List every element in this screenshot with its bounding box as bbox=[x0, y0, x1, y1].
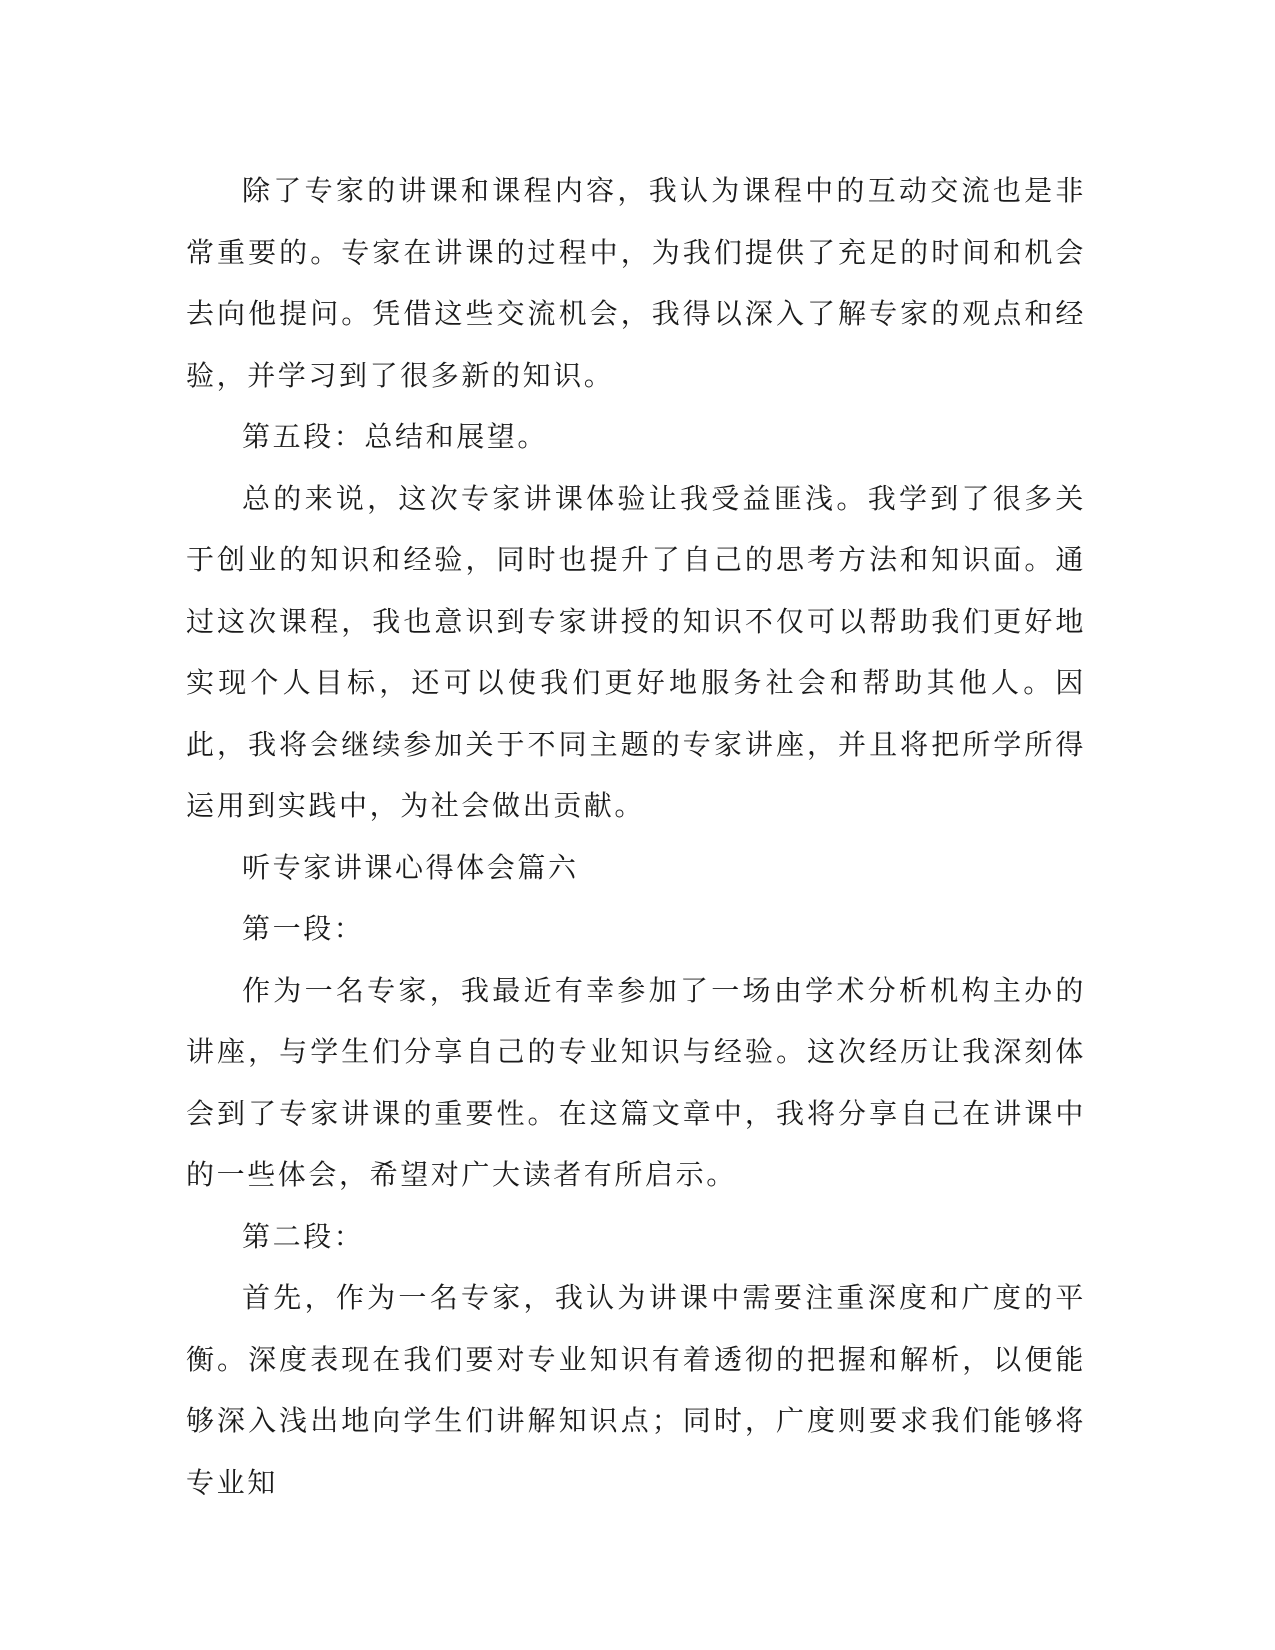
article-title: 听专家讲课心得体会篇六 bbox=[242, 850, 579, 884]
section-heading-one: 第一段： bbox=[242, 912, 365, 945]
paragraph-interaction: 除了专家的讲课和课程内容，我认为课程中的互动交流也是非常重要的。专家在讲课的过程中，为我们提供了充足的时间和机会去向他提问。凭借这些交流机会，我得以深入了解专家的观点和经验，并学习到了很多新的知识。 bbox=[186, 174, 1086, 392]
paragraph-intro: 作为一名专家，我最近有幸参加了一场由学术分析机构主办的讲座，与学生们分享自己的专业知识与经验。这次经历让我深刻体会到了专家讲课的重要性。在这篇文章中，我将分享自己在讲课中的一些体会，希望对广大读者有所启示。 bbox=[186, 973, 1086, 1191]
section-heading-two: 第二段： bbox=[242, 1219, 365, 1253]
document-body bbox=[186, 160, 1086, 1513]
paragraph-summary: 总的来说，这次专家讲课体验让我受益匪浅。我学到了很多关于创业的知识和经验，同时也提升了自己的思考方法和知识面。通过这次课程，我也意识到专家讲授的知识不仅可以帮助我们更好地实现个人目标，还可以使我们更好地服务社会和帮助其他人。因此，我将会继续参加关于不同主题的专家讲座，并且将把所学所得运用到实践中，为社会做出贡献。 bbox=[186, 481, 1086, 822]
section-heading-five: 第五段：总结和展望。 bbox=[242, 420, 549, 453]
paragraph-depth-breadth: 首先，作为一名专家，我认为讲课中需要注重深度和广度的平衡。深度表现在我们要对专业知识有着透彻的把握和解析，以便能够深入浅出地向学生们讲解知识点；同时，广度则要求我们能够将专业知 bbox=[186, 1281, 1086, 1499]
